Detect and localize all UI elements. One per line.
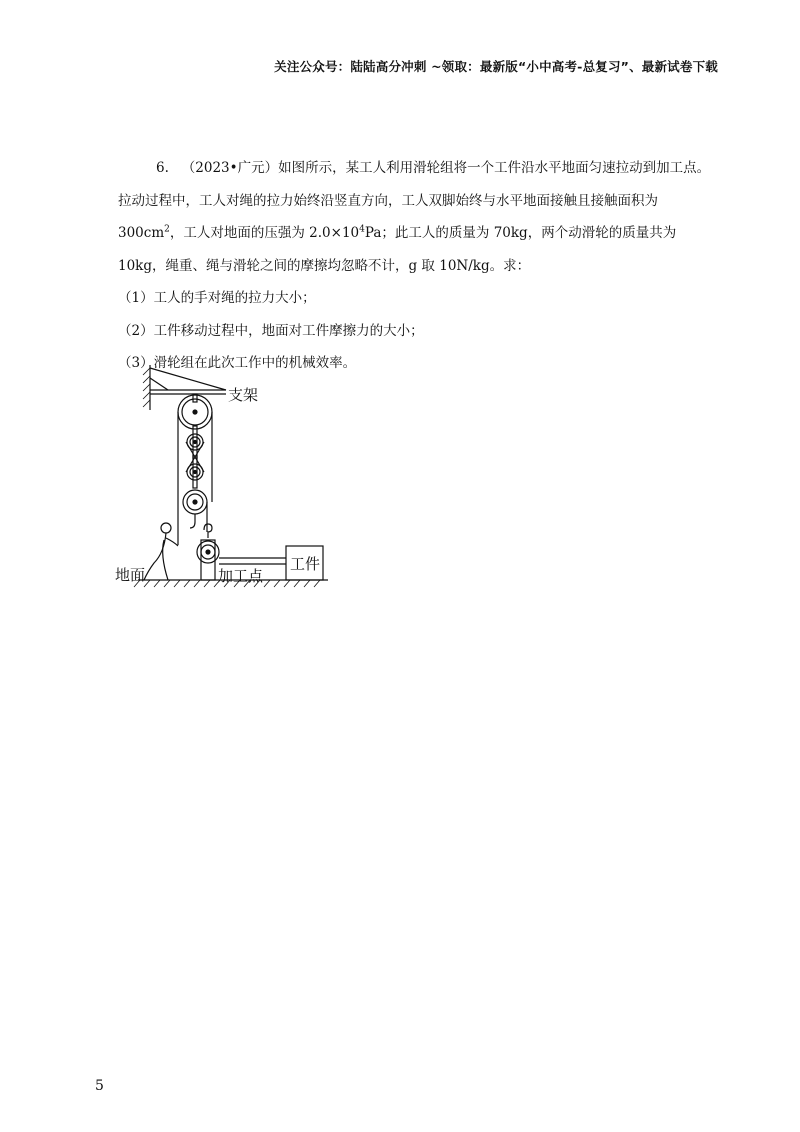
problem-source: （2023•广元） xyxy=(181,160,279,176)
label-bracket: 支架 xyxy=(228,386,259,404)
problem-text xyxy=(118,152,718,282)
problem-body-3: Pa；此工人的质量为 70kg，两个动滑轮的质量共为 10kg，绳重、绳与滑轮之间的摩擦均忽略不计，g 取 10N/kg。求： xyxy=(118,225,677,274)
pressure-exponent: 4 xyxy=(359,224,365,235)
problem-6 xyxy=(118,152,718,380)
question-1: （1）工人的手对绳的拉力大小； xyxy=(118,290,316,306)
label-workpiece: 工件 xyxy=(290,555,321,573)
label-processing-point: 加工点 xyxy=(218,567,264,585)
question-2: （2）工件移动过程中，地面对工件摩擦力的大小； xyxy=(118,322,424,339)
page-header: 关注公众号：陆陆高分冲刺 ~领取：最新版“小中高考-总复习”、最新试卷下载 xyxy=(274,59,718,74)
problem-body-2: ，工人对地面的压强为 2.0×10 xyxy=(169,225,360,241)
page-number: 5 xyxy=(95,1078,104,1094)
label-ground: 地面 xyxy=(115,566,146,584)
pulley-system-figure xyxy=(108,360,338,595)
problem-body-1: 如图所示，某工人利用滑轮组将一个工件沿水平地面匀速拉动到加工点。拉动过程中，工人对绳的拉力始终沿竖直方向，工人双脚始终与水平地面接触且接触面积为 300cm xyxy=(118,160,711,241)
problem-number: 6. xyxy=(156,160,169,176)
area-unit-exponent: 2 xyxy=(164,224,170,235)
question-3: （3）滑轮组在此次工作中的机械效率。 xyxy=(118,355,357,371)
